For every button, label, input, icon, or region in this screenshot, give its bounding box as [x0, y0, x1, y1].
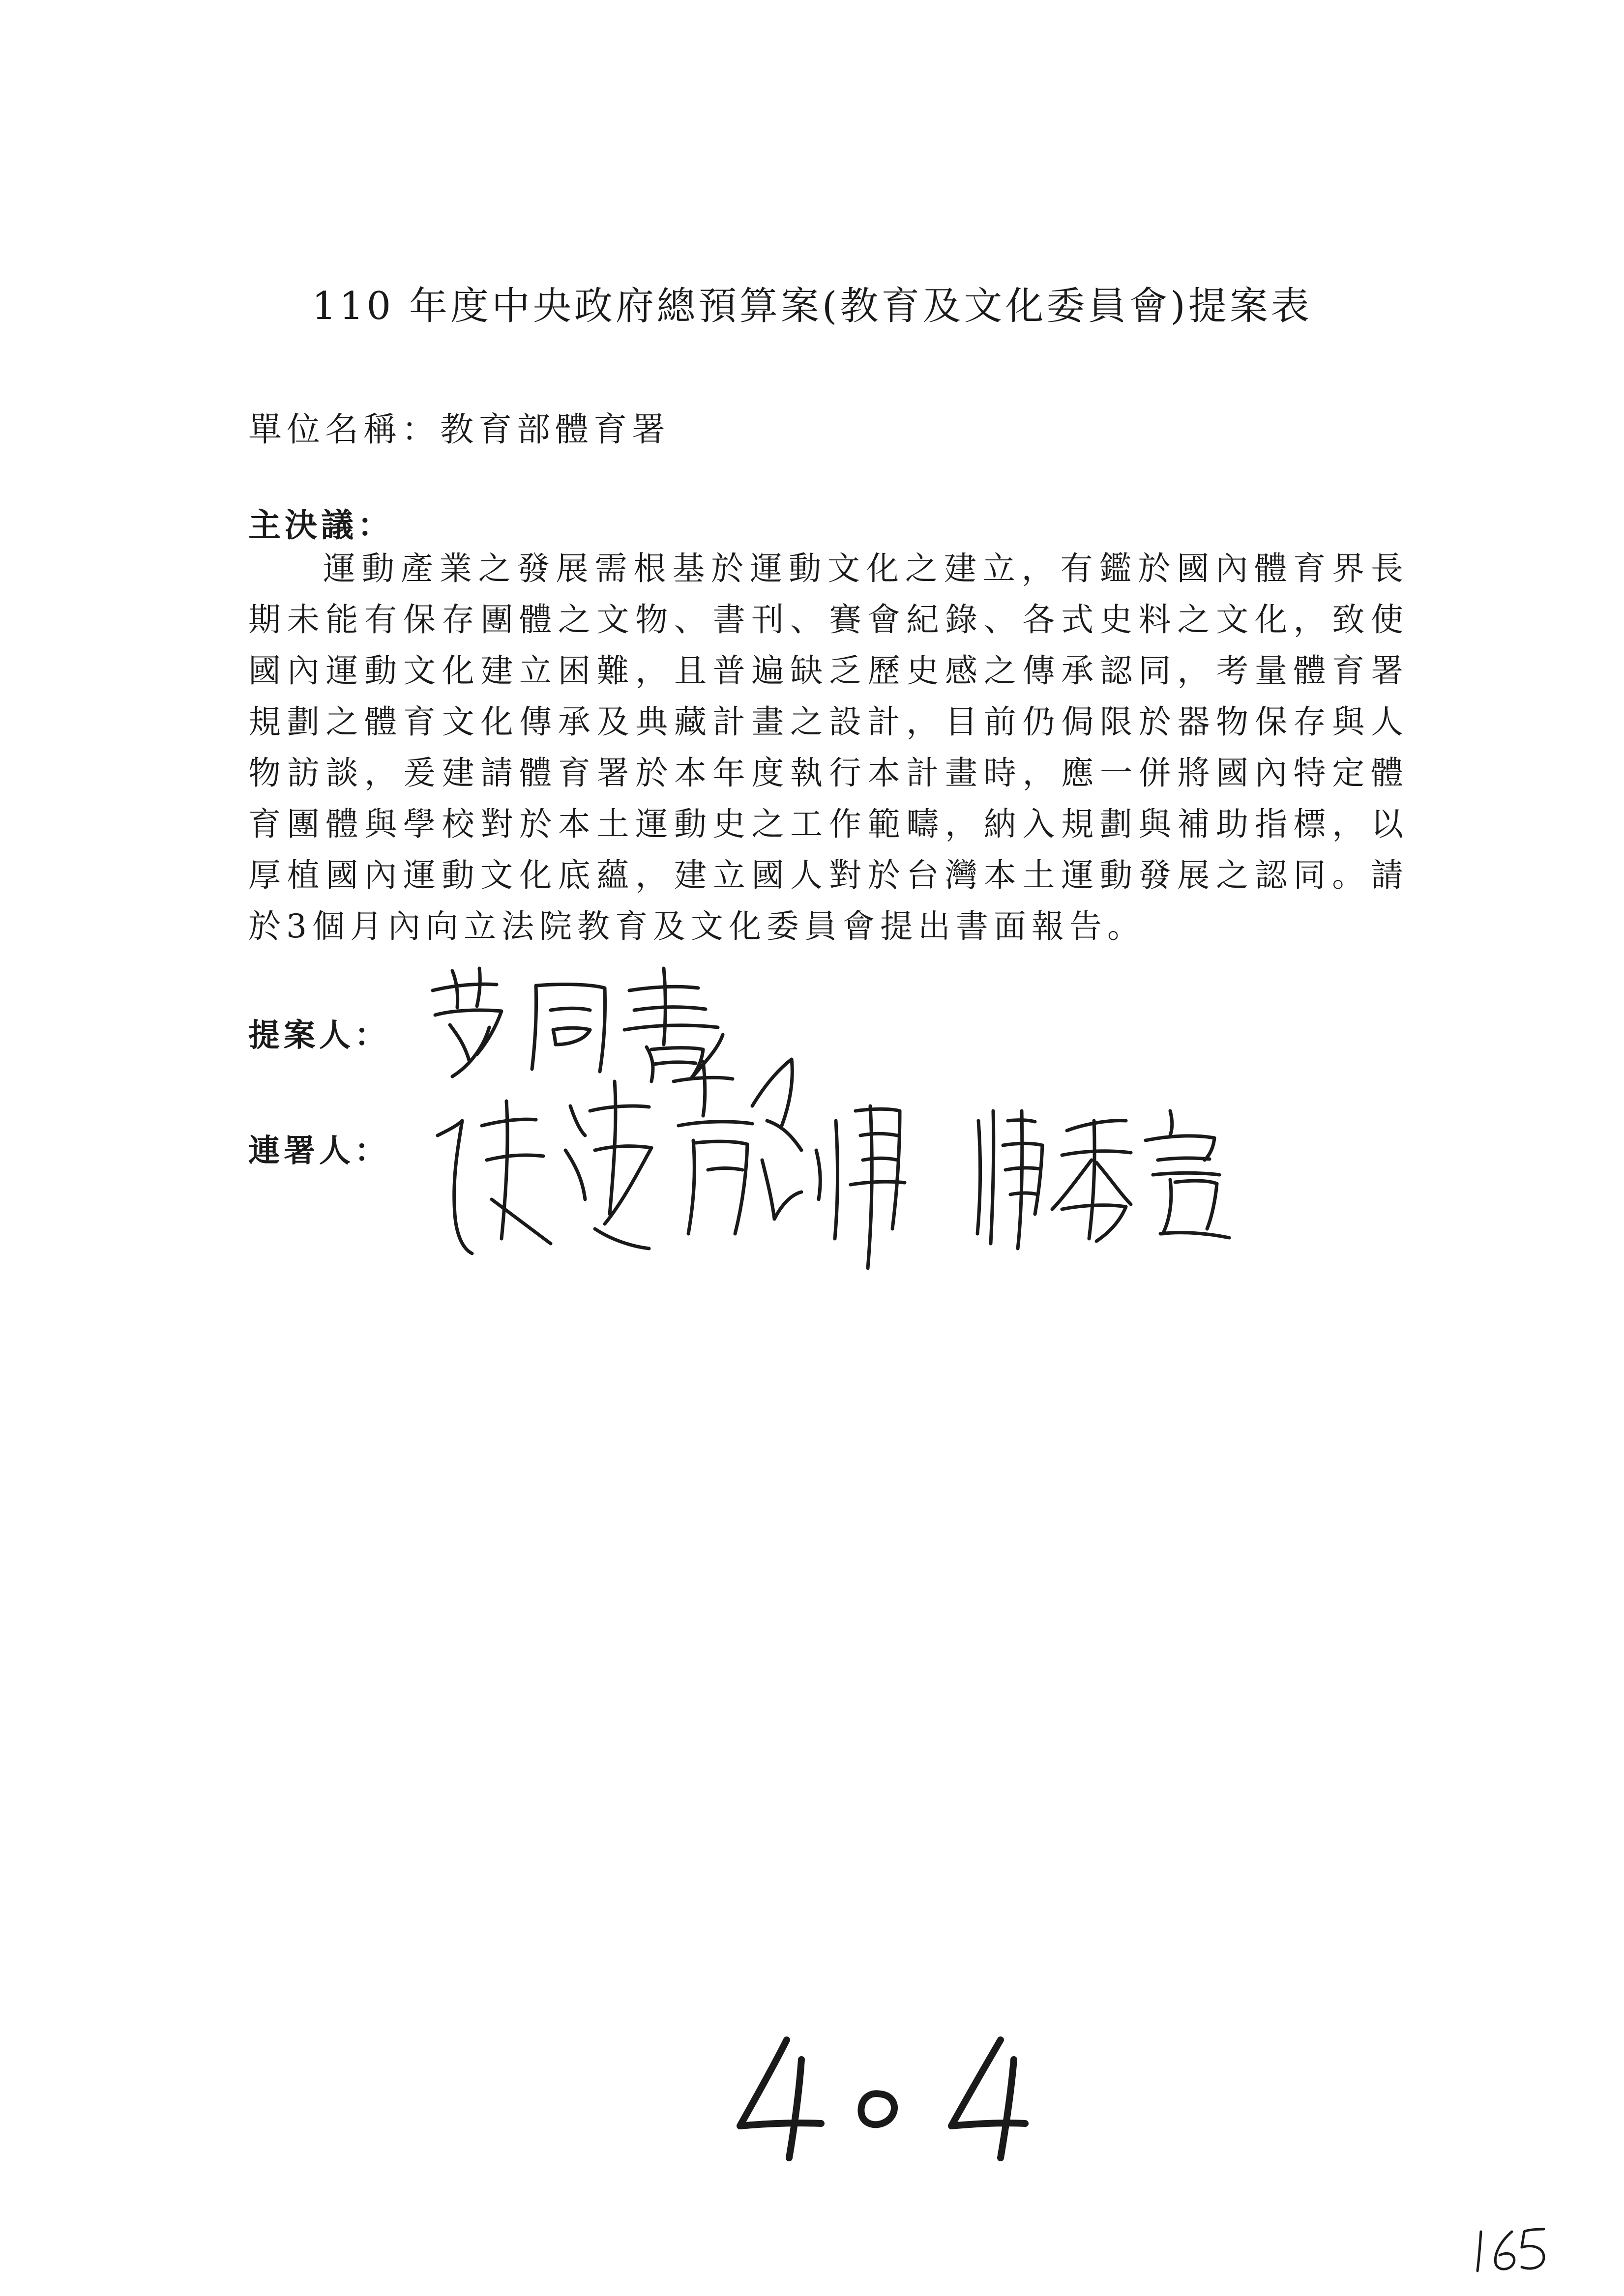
cosigner-signature: [428, 1052, 924, 1278]
handwritten-page-number: [1470, 2222, 1554, 2276]
cosigner-label: 連署人：: [248, 1133, 390, 1169]
resolution-text: 運動產業之發展需根基於運動文化之建立，有鑑於國內體育界長期未能有保存團體之文物、書刊、賽會紀錄、各式史料之文化，致使國內運動文化建立困難，且普遍缺乏歷史感之傳承認同，考量體育署規劃之體育文化傳承及典藏計畫之設計，目前仍侷限於器物保存與人物訪談，爰建請體育署於本年度執行本計畫時，應一併將國內特定體育團體與學校對於本土運動史之工作範疇，納入規劃與補助指標，以厚植國內運動文化底蘊，建立國人對於台灣本土運動發展之認同。請於3個月內向立法院教育及文化委員會提出書面報告。: [248, 550, 1409, 945]
proposer-label: 提案人：: [248, 1017, 390, 1054]
handwritten-proposal-number: [733, 2030, 1028, 2168]
document-title: 110 年度中央政府總預算案(教育及文化委員會)提案表: [312, 284, 1312, 328]
unit-name: 單位名稱：教育部體育署: [248, 410, 671, 449]
cosigner-signature-2: [964, 1101, 1239, 1249]
resolution-heading: 主決議：: [248, 506, 394, 544]
